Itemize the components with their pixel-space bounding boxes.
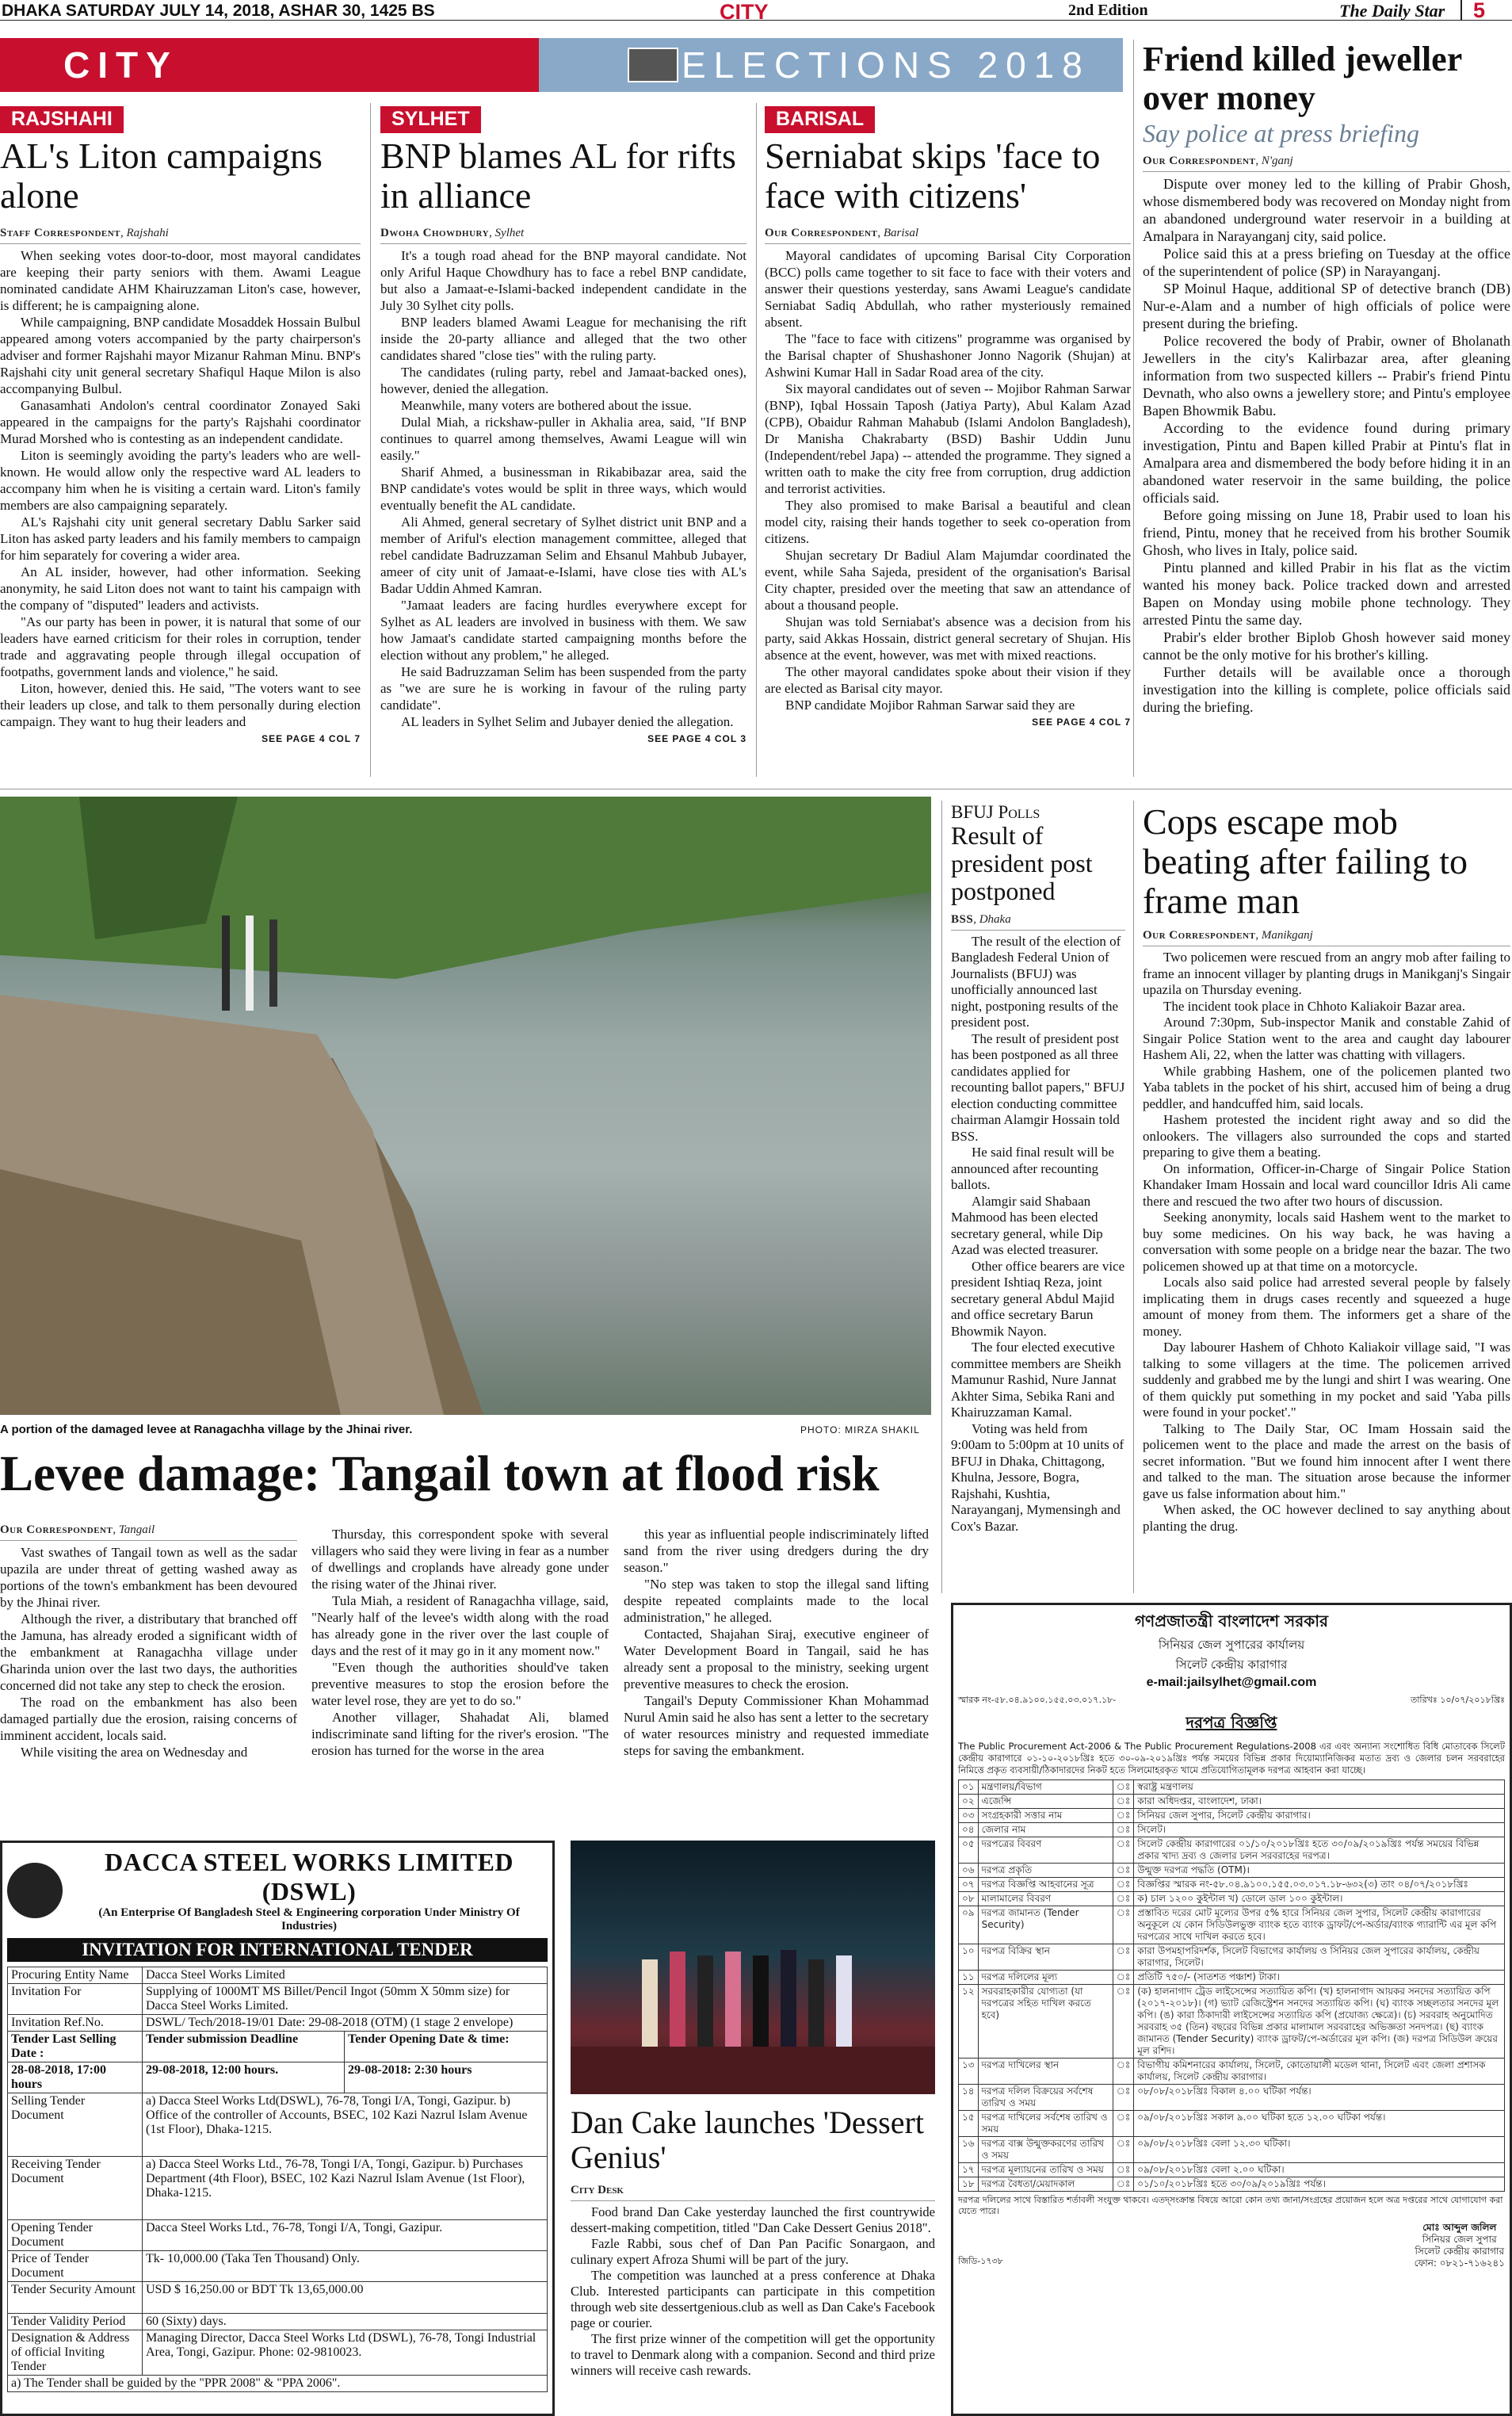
article-cops (1143, 802, 1510, 1587)
table-row: ১৫ দরপত্র দাখিলের সর্বশেষ তারিখ ও সময় ঃ ০৯/০৮/২০১৮খ্রিঃ সকাল ৯.০০ ঘটিকা হতে ১২.০০ ঘটিকা পর্যন্ত। (959, 2111, 1505, 2137)
region-tag: SYLHET (380, 106, 481, 133)
dancake-photo-illustration (571, 1841, 935, 2094)
table-row: ০১ মন্ত্রণালয়/বিভাগ ঃ স্বরাষ্ট্র মন্ত্রণালয় (959, 1780, 1505, 1795)
elections-banner (0, 38, 1123, 92)
page-number: 5 (1460, 0, 1485, 21)
jump-line: SEE PAGE 4 COL 7 (1032, 717, 1131, 728)
table-row: ১৭ দরপত্র মূল্যায়নের তারিখ ও সময় ঃ ০৯/০৮/২০১৮খ্রিঃ বেলা ২.০০ ঘটিকা। (959, 2163, 1505, 2177)
page-header (0, 0, 1512, 21)
levee-body-col1: Vast swathes of Tangail town as well as the sadar upazila are under threat of getting washed away as portions of the town's embankment has been devoured by the Jhinai river. Although the river, a distributary that branched off the Jamuna, has already eroded a significant width of the embankment at Ranagachha village under Gharinda union over the last two days, the authorities concerned did not take any step to check the erosion. The road on the embankment has also been damaged partially due the erosion, raising concerns of imminent accident, locals said. While visiting the area on Wednesday and (0, 1545, 297, 1760)
headline: Serniabat skips 'face to face with citizens' (765, 136, 1101, 216)
ballot-box-icon (628, 48, 678, 82)
govt-intro: The Public Procurement Act-2006 & The Public Procurement Regulations-2008 এর এবং অন্যান্য সংশোধিত বিধি মোতাবেক সিলেট কেন্দ্রীয় কারাগারে ০১-১০-২০১৮খ্রিঃ হতে ৩০-০৯-২০১৯খ্রিঃ পর্যন্ত সময়ের বিভিন্ন প্রকার দিয়োম্যানিজিকর মতাত দ্রব্য ও জেলার চলন সরবরাহের নিমিত্তে প্রকৃত ব্যবসায়ী/ঠিকাদারদের নিকট হতে সিলমোহরকৃত খামে প্রতিযোগিতামূলক দরপত্র আহবান করা যাচ্ছে। (958, 1741, 1505, 1776)
masthead-logo: The Daily Star (1339, 1, 1445, 21)
table-row: ১৩ দরপত্র দাখিলের স্থান ঃ বিভাগীয় কমিশনারের কার্যালয়, সিলেট, কোতোয়ালী মডেল থানা, সিলেট এবং জেলা প্রশাসক কার্যালয়, সিলেট কেন্দ্রীয় কারাগার। (959, 2059, 1505, 2085)
table-row: ১৪ দরপত্র দলিল বিক্রয়ের সর্বশেষ তারিখ ও সময় ঃ ০৮/০৮/২০১৮খ্রিঃ বিকাল ৪.০০ ঘটিকা পর্যন্ত। (959, 2085, 1505, 2111)
govt-table (958, 1780, 1505, 2192)
byline: Dwoha Chowdhury, Sylhet (380, 224, 746, 244)
govt-footnote: দরপত্র দলিলের সাথে বিস্তারিত শর্তাবলী সংযুক্ত থাকবে। এতদ্‌সংক্রান্ত বিষয়ে আরো কোন তথ্য জানা/সংগ্রহের প্রয়োজন হলে অত্র দপ্তরের সাথে যোগাযোগ করা যেতে পারে। (958, 2195, 1503, 2216)
body-text: It's a tough road ahead for the BNP mayoral candidate. Not only Ariful Haque Chowdhury has to face a rebel BNP candidate, but also a Jamaat-e-Islami-backed independent candidate in the July 30 Sylhet city polls. BNP leaders blamed Awami League for mechanising the rift inside the 20-party alliance and alleged that the two other candidates shared "close ties" with the ruling party. The candidates (ruling party, rebel and Jamaat-backed ones), however, denied the allegation. Meanwhile, many voters are bothered about the issue. Dulal Miah, a rickshaw-puller in Akhalia area, said, "If BNP continues to quarrel among themselves, Awami League will win easily." Sharif Ahmed, a businessman in Rikabibazar area, said the BNP candidate's votes would be split in three ways, which would eventually benefit the AL candidate. Ali Ahmed, general secretary of Sylhet district unit BNP and a member of Ariful's election management committee, alleged that rebel candidate Badruzzaman Selim and Ehsanul Mahbub Jubayer, ameer of city unit of Jamaat-e-Islami, have close ties with AL's Badar Uddin Ahmed Kamran. "Jamaat leaders are facing hurdles everywhere except for Sylhet as AL leaders are involved in business with them. We saw how Jamaat's candidate started campaigning months before the election without any problem," he alleged. He said Badruzzaman Selim has been suspended from the party as "we are sure he is working in favour of the ruling party candidate". AL leaders in Sylhet Selim and Jubayer denied the allegation. (380, 248, 746, 730)
levee-body-col2: Thursday, this correspondent spoke with several villagers who said they were living in fear as a number of dwellings and croplands have already gone under the rising water of the Jhinai river. Tula Miah, a resident of Ranagachha village, said, "Nearly half of the levee's width along with the road has already gone in the river over the last couple of days and the rest of it may go in it any moment now." "Even though the authorities should've taken preventive measures to stop the erosion before the water level rose, they are yet to do so." Another villager, Shahadat Ali, blamed indiscriminate sand lifting for the river's erosion. "The erosion has turned for the worse in the area (311, 1527, 609, 1758)
dateline: DHAKA SATURDAY JULY 14, 2018, ASHAR 30, 1425 BS (2, 2, 435, 20)
kicker: Say police at press briefing (1143, 118, 1419, 147)
photo-credit: PHOTO: MIRZA SHAKIL (800, 1424, 920, 1435)
headline: BNP blames AL for rifts in alliance (380, 136, 736, 216)
body-text: The result of the election of Bangladesh Federal Union of Journalists (BFUJ) was unofficially announced last night, postponing results of the president post. The result of president post has been postponed as all three candidates applied for recounting ballot papers," BFUJ election conducting committee chairman Alamgir Hossain told BSS. He said final result will be announced after recounting ballots. Alamgir said Shabaan Mahmood has been elected secretary general, while Dip Azad was elected treasurer. Other office bearers are vice president Ishtiaq Reza, joint secretary general Abdul Majid and office secretary Barun Bhowmik Nayon. The four elected executive committee members are Sheikh Mamunur Rashid, Nure Jannat Akhter Sima, Sebika Rani and Khairuzzaman Kamal. Voting was held from 9:00am to 5:00pm at 10 units of BFUJ in Dhaka, Chittagong, Khulna, Jessore, Bogra, Rajshahi, Kushtia, Narayanganj, Mymensingh and Cox's Bazar. (951, 933, 1125, 1534)
govt-header: গণপ্রজাতন্ত্রী বাংলাদেশ সরকার সিনিয়র জেল সুপারের কার্যালয় সিলেট কেন্দ্রীয় কারাগার e-mail:jailsylhet@gmail.com (1135, 1611, 1328, 1689)
headline: Result of president post postponed (951, 821, 1093, 905)
govt-heading: দরপত্র বিজ্ঞপ্তি (1186, 1713, 1277, 1732)
article-bfuj (951, 802, 1125, 1595)
banner-left: CITY (0, 38, 539, 92)
dancake-photo (571, 1841, 935, 2094)
article-rajshahi (0, 106, 361, 780)
edition-label: 2nd Edition (1068, 2, 1148, 19)
jump-line: SEE PAGE 4 COL 3 (647, 733, 746, 745)
banner-right: ELECTIONS 2018 (539, 38, 1123, 92)
dswl-logo-icon (7, 1863, 63, 1918)
levee-headline: Levee damage: Tangail town at flood risk (0, 1447, 880, 1501)
govt-signature-block: জিডি-১৭৩৮ মোঃ আব্দুল জলিল সিনিয়র জেল সুপার সিলেট কেন্দ্রীয় কারাগার ফোন: ০৮২১-৭১৬২৪১ (958, 2222, 1505, 2269)
body-text: Dispute over money led to the killing of Prabir Ghosh, whose dismembered body was recovered on Monday night from an abandoned underground water reservoir in a building at Amalpara in Narayanganj city, said police. Police said this at a press briefing on Tuesday at the office of the superintendent of police (SP) in Narayanganj. SP Moinul Haque, additional SP of detective branch (DB) Nur-e-Alam and a number of high officials of police were present during the briefing. Police recovered the body of Prabir, owner of Bholanath Jewellers in the city's Kalirbazar area, after gleaning information from two suspected killers -- Prabir's friend Pintu Devnath, who also owns a jewellery store; and Pintu's employee Bapen Bhowmik Babu. According to the evidence found during primary investigation, Pintu and Bapen killed Prabir at Pintu's flat in Amalpara area and dismembered the body before hiding it in an abandoned water reservoir in the same building, the police officials said. Before going missing on June 18, Prabir used to loan his friend, Pintu, money that he received from his brother Soumik Ghosh, who lives in Italy, police said. Pintu planned and killed Prabir in his flat as the victim wanted his money back. Police tracked down and arrested Bapen on Monday using mobile phone technology. They arrested Pintu the same day. Prabir's elder brother Biplob Ghosh however said money cannot be the only motive for his brother's killing. Further details will be available once a thorough investigation into the killing is complete, police officials said during the briefing. (1143, 176, 1510, 716)
table-row: ১৮ দরপত্র বৈধতা/মেয়াদকাল ঃ ০১/১০/২০১৮খ্রিঃ হতে ৩০/০৯/২০১৯খ্রিঃ পর্যন্ত। (959, 2177, 1505, 2192)
dswl-header (7, 1848, 548, 1933)
levee-photo (0, 797, 931, 1415)
article-jeweller (1143, 40, 1510, 781)
photo-caption: A portion of the damaged levee at Ranagachha village by the Jhinai river. (0, 1423, 413, 1436)
table-row: ০৪ জেলার নাম ঃ সিলেট। (959, 1823, 1505, 1837)
headline: Friend killed jeweller over money (1143, 40, 1462, 118)
byline: City Desk (571, 2181, 935, 2201)
headline: AL's Liton campaigns alone (0, 136, 323, 216)
table-row: ০৭ দরপত্র বিজ্ঞপ্তি আহবানের সূত্র ঃ বিজ্ঞপ্তির স্মারক নং-৫৮.০৪.৯১০০.১৫৫.০৩.০১৭.১৮-৬৩২(৩) তাং ০৪/০৭/২০১৮খ্রিঃ (959, 1878, 1505, 1892)
region-tag: BARISAL (765, 106, 875, 133)
article-sylhet (380, 106, 746, 780)
dswl-banner: INVITATION FOR INTERNATIONAL TENDER (7, 1938, 548, 1962)
byline: Staff Correspondent, Rajshahi (0, 224, 361, 244)
dswl-title: DACCA STEEL WORKS LIMITED (DSWL) (104, 1848, 514, 1906)
table-row: ০৫ দরপত্রের বিবরণ ঃ সিলেট কেন্দ্রীয় কারাগারের ০১/১০/২০১৮খ্রিঃ হতে ৩০/০৯/২০১৯খ্রিঃ পর্যন্ত সময়ের বিভিন্ন প্রকার খাদ্য দ্রব্য ও জেলার চলন সরবরাহের দরপত্র। (959, 1837, 1505, 1864)
table-row: ১২ সরবরাহকারীর যোগ্যতা (যা দরপত্রের সহিত দাখিল করতে হবে) ঃ (ক) হালনাগাদ ট্রেড লাইসেন্সের সত্যায়িত কপি। (খ) হালনাগাদ আয়কর সনদের সত্যায়িত কপি (২০১৭-২০১৮)। (গ) ভ্যাট রেজিস্ট্রেশন সনদের সত্যায়িত কপি। (ঘ) ব্যাংক সচ্ছলতার সনদের মূল কপি। (ঙ) কারা ঠিকাদারী লাইসেন্সের সত্যায়িত কপি (প্রযোজ্য ক্ষেত্রে)। (চ) সরবরাহ অনুমোদিত সরবরাহ ৩৫ (তিন) বছরের বিভিন্ন প্রকার মালামাল সরবরাহের অভিজ্ঞতা সনদপত্র। (ছ) ব্যাংক জামানত (Tender Security) ব্যাংক ড্রাফট/পে-অর্ডারের মূল কপি। (জ) দরপত্র সিডিউল ক্রয়ের মূল রশিদ। (959, 1985, 1505, 2059)
table-row: ০৮ মালামালের বিবরণ ঃ ক) চাল ১২০০ কুইন্টাল খ) ডোলে ডাল ১০০ কুইন্টাল। (959, 1892, 1505, 1906)
govt-memo-line: স্মারক নং-৫৮.০৪.৯১০০.১৫৫.০৩.০১৭.১৮- তারিখঃ ১০/০৭/২০১৮খ্রিঃ (958, 1695, 1505, 1705)
headline: Cops escape mob beating after failing to frame man (1143, 802, 1468, 922)
table-row: ০২ এজেন্সি ঃ কারা অধিদপ্তর, বাংলাদেশ, ঢাকা। (959, 1795, 1505, 1809)
region-tag: RAJSHAHI (0, 106, 124, 133)
headline: Dan Cake launches 'Dessert Genius' (571, 2104, 924, 2175)
levee-photo-illustration (0, 797, 931, 1415)
byline: Our Correspondent, N'ganj (1143, 151, 1510, 172)
table-row: ১১ দরপত্র দলিলের মূল্য ঃ প্রতিটি ৭৫০/- (সাতশত পঞ্চাশ) টাকা। (959, 1971, 1505, 1985)
body-text: Food brand Dan Cake yesterday launched the first countrywide dessert-making competition, titled "Dan Cake Dessert Genius 2018". Fazle Rabbi, sous chef of Dan Pan Pacific Sonargaon, and culinary expert Afroza Shumi will be part of the jury. The competition was launched at a press conference at Dhaka Club. Interested participants can participate in this competition through web site dessertgenious.club as well as Dan Cake's Facebook page or courier. The first prize winner of the competition will get the opportunity to travel to Denmark along with a companion. Second and third prize winners will receive cash rewards. (571, 2204, 935, 2379)
jump-line: SEE PAGE 4 COL 7 (262, 733, 361, 745)
table-row: ১০ দরপত্র বিক্রির স্থান ঃ কারা উপমহাপরিদর্শক, সিলেট বিভাগের কার্যালয় ও সিনিয়র জেল সুপারের কার্যালয়, কেন্দ্রীয় কারাগার, সিলেট। (959, 1944, 1505, 1971)
dswl-subtitle: (An Enterprise Of Bangladesh Steel & Engineering corporation Under Ministry Of Industries) (98, 1906, 520, 1932)
article-dancake (571, 1841, 935, 2416)
body-text: Mayoral candidates of upcoming Barisal City Corporation (BCC) polls came together to sit face to face with their voters and answer their questions yesterday, sans Awami League's candidate Serniabat Sadiq Abdullah, who rather mysteriously remained absent. The "face to face with citizens" programme was organised by the Barisal chapter of Shushashoner Jonno Nagorik (Shujan) at Ashwini Kumar Hall in Sadar Road area of the city. Six mayoral candidates out of seven -- Mojibor Rahman Sarwar (BNP), Iqbal Hossain Taposh (Jatiya Party), Abul Kalam Azad (CPB), Obaidur Rahman Mahabub (Islami Andolon Bangladesh), Dr Manisha Chakrabarty (BSD) Bashir Uddin Junu (Independent/rebel Japa) -- attended the programme. They signed a written oath to make the city free from corruption, drug addiction and terrorist activities. They also promised to make Barisal a beautiful and clean model city, raising their hands together to seek co-operation from citizens. Shujan secretary Dr Badiul Alam Majumdar coordinated the event, while Saha Sajeda, president of the organisation's Barisal City chapter, presided over the meeting that saw an attendance of about a thousand people. Shujan was told Serniabat's absence was a decision from his party, said Akkas Hossain, district general secretary of Shujan. His absence at the event, however, was met with mixed reactions. The other mayoral candidates spoke about their vision if they are elected as Barisal city mayor. BNP candidate Mojibor Rahman Sarwar said they are (765, 248, 1131, 713)
kicker: BFUJ Polls (951, 802, 1040, 822)
table-row: ০৬ দরপত্র প্রকৃতি ঃ উন্মুক্ত দরপত্র পদ্ধতি (OTM)। (959, 1864, 1505, 1878)
table-row: ০৩ সংগ্রহকারী সত্তার নাম ঃ সিনিয়র জেল সুপার, সিলেট কেন্দ্রীয় কারাগার। (959, 1809, 1505, 1823)
article-barisal (765, 106, 1131, 780)
govt-tender-notice (951, 1603, 1512, 2416)
section-name: CITY (720, 0, 769, 21)
levee-body-col3: this year as influential people indiscriminately lifted sand from the river using dredgers during the dry season." "No step was taken to stop the illegal sand lifting despite repeated complaints made to the local administration," he alleged. Contacted, Shajahan Siraj, executive engineer of Water Development Board in Tangail, said he has already sent a proposal to the ministry, seeking urgent preventive measures to check the erosion. Tangail's Deputy Commissioner Khan Mohammad Nurul Amin said he also has sent a letter to the secretary of water resources ministry and requested immediate steps for saving the embankment. (624, 1527, 929, 1758)
byline: Our Correspondent, Manikganj (1143, 926, 1510, 946)
table-row: ১৬ দরপত্র বাক্স উন্মুক্তকরণের তারিখ ও সময় ঃ ০৯/০৮/২০১৮খ্রিঃ বেলা ১২.৩০ ঘটিকা। (959, 2137, 1505, 2163)
table-row: ০৯ দরপত্র জামানত (Tender Security) ঃ প্রস্তাবিত দরের মোট মূল্যের উপর ৫% হারে সিনিয়র জেল সুপার, সিলেট কেন্দ্রীয় কারাগারের অনুকূলে যে কোন সিডিউলভুক্ত ব্যাংক হতে ব্যাংক ড্রাফট/পে-অর্ডার/ব্যাংক গ্যারান্টি এর মূল কপি দরপত্রের সাথে দাখিল করতে হবে। (959, 1906, 1505, 1944)
body-text: Two policemen were rescued from an angry mob after failing to frame an innocent villager by planting drugs in Manikganj's Singair upazila on Thursday evening. The incident took place in Chhoto Kaliakoir Bazar area. Around 7:30pm, Sub-inspector Manik and constable Zahid of Singair Police Station went to the area and caught day labourer Hashem Ali, 22, when the latter was chatting with villagers. While grabbing Hashem, one of the policemen planted two Yaba tablets in the pocket of his shirt, accused him of being a drug peddler, and handcuffed him, said locals. Hashem protested the incident right away and so did the onlookers. The villagers also surrounded the cops and started preparing to give them a beating. On information, Officer-in-Charge of Singair Police Station Khandaker Imam Hossain and local ward councillor Idris Ali came there and rescued the two after two hours of discussion. Seeking anonymity, locals said Hashem went to the market to buy some medicines. On his way back, he was having a conversation with some people on a bridge near the bazar. The two policemen showed up at that time on a motorcycle. Locals also said police had arrested several people by falsely implicating them in drugs cases recently and squeezed a huge amount of money from them. The informers get a share of the money. Day labourer Hashem of Chhoto Kaliakoir village said, "I was talking to some villagers at the time. The policemen arrived suddenly and grabbed me by the lungi and shirt I was wearing. One of them quickly put something in my pocket and said 'Yaba pills were found in your pocket'." Talking to The Daily Star, OC Imam Hossain said the policemen went to the place and made the arrest on the basis of secret information. "But we found him innocent after I went there and talked to the man. The situation arose because the informer gave us false information about him." When asked, the OC however declined to say anything about planting the drug. (1143, 950, 1510, 1534)
byline: BSS, Dhaka (951, 910, 1125, 931)
dswl-table: Procuring Entity Name Dacca Steel Works Limited Invitation For Supplying of 1000MT MS Billet/Pencil Ingot (50mm X 50mm size) for Dacca Steel Works Limited. Invitation Ref.No. DSWL/ Tech/2018-19/01 Date: 29-08-2018 (OTM) (1 stage 2 envelope) Tender Last Selling Date : Tender submission Deadline Tender Opening Date & time: 28-08-2018, 17:00 hours 29-08-2018, 12:00 hours. 29-08-2018: 2:30 hours Selling Tender Document a) Dacca Steel Works Ltd(DSWL), 76-78, Tongi I/A, Tongi, Gazipur. b) Office of the controller of Accounts, BSEC, 102 Kazi Nazrul Islam Avenue (1st Floor), Dhaka-1215. Receiving Tender Document a) Dacca Steel Works Ltd., 76-78, Tongi I/A, Tongi, Gazipur. b) Purchases Department (4th Floor), BSEC, 102 Kazi Nazrul Islam Avenue (1st Floor), Dhaka-1215. Opening Tender Document Dacca Steel Works Ltd., 76-78, Tongi I/A, Tongi, Gazipur. Price of Tender Document Tk- 10,000.00 (Taka Ten Thousand) Only. Tender Security Amount USD $ 16,250.00 or BDT Tk 13,65,000.00 Tender Validity Period 60 (Sixty) days. Designation & Address of official Inviting Tender Managing Director, Dacca Steel Works Ltd (DSWL), 76-78, Tongi Industrial Area, Tongi, Gazipur. Phone: 02-9810023. a) The Tender shall be guided by the "PPR 2008" & "PPA 2006". (7, 1967, 548, 2392)
govt-code: জিডি-১৭৩৮ (958, 2256, 1003, 2266)
body-text: When seeking votes door-to-door, most mayoral candidates are keeping their party seniors with them. Awami League nominated candidate AHM Khairuzzaman Liton's case, however, is different; he is campaigning alone. While campaigning, BNP candidate Mosaddek Hossain Bulbul appeared among voters accompanied by the party chairperson's adviser and former Rajshahi mayor Mizanur Rahman Minu. BNP's Rajshahi city unit general secretary Shafiqul Haque Milon is also accompanying Bulbul. Ganasamhati Andolon's central coordinator Zonayed Saki appeared in the campaigns for the party's Rajshahi coordinator Murad Morshed who is contesting as an independent candidate. Liton is seemingly avoiding the party's leaders who are well-known. He would allow only the respective ward AL leaders to accompany him when he is visiting a certain ward. Liton's family members are also campaigning separately. AL's Rajshahi city unit general secretary Dablu Sarker said Liton has asked party leaders and his family members to campaign for him separately for covering a wider area. An AL insider, however, had other information. Seeking anonymity, he said Liton does not want to taint his campaign with the company of "disputed" leaders and activists. "As our party has been in power, it is natural that some of our leaders have earned criticism for their roles in corruption, tender trade and aggravating people through illegal occupation of footpaths, government lands and violence," he said. Liton, however, denied this. He said, "The voters want to see their leaders up close, and talk to them personally during election campaign. They want to hug their leaders and (0, 248, 361, 730)
byline: Our Correspondent, Barisal (765, 224, 1131, 244)
dswl-tender-ad (0, 1841, 555, 2416)
levee-byline: Our Correspondent, Tangail (0, 1520, 297, 1541)
